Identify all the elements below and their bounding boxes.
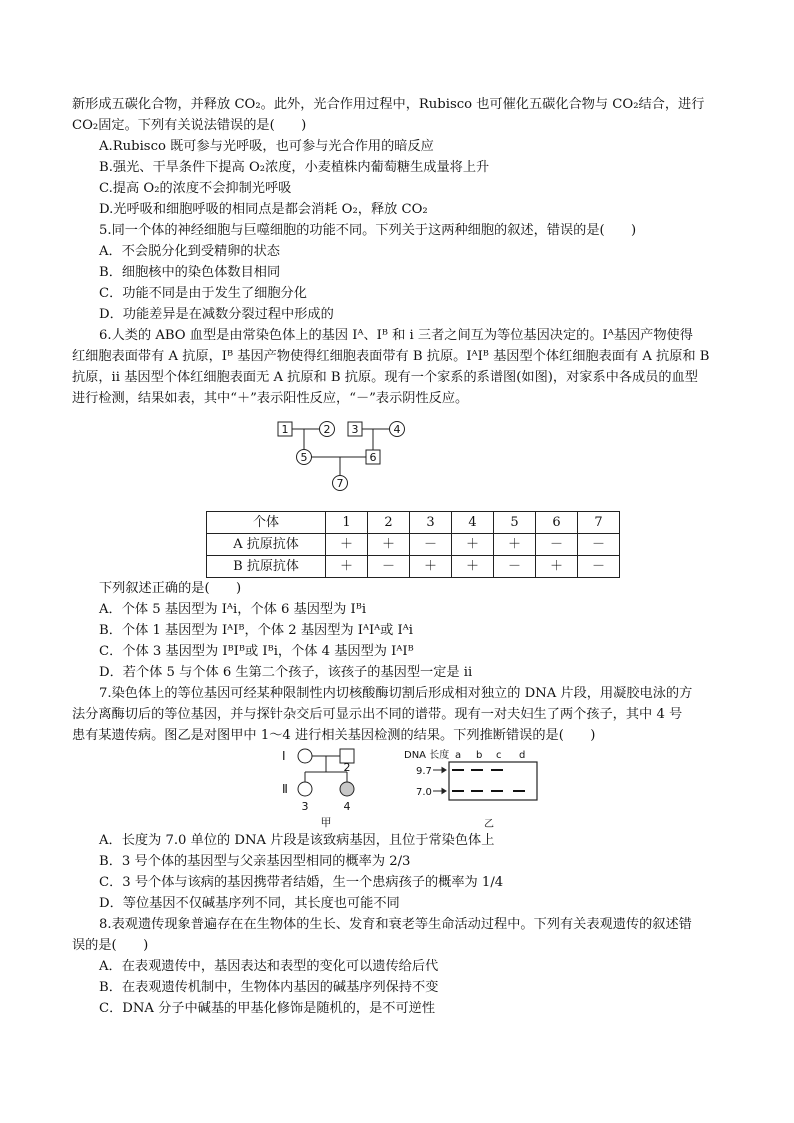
q6-stem-line: 抗原，ii 基因型个体红细胞表面无 A 抗原和 B 抗原。现有一个家系的系谱图(如图)，对家系中各成员的血型 (72, 370, 698, 385)
blood-type-table (206, 511, 620, 578)
table-cell: 2 (368, 512, 410, 534)
size-marker: 9.7 (416, 766, 432, 777)
table-cell: ＋ (494, 534, 536, 556)
table-cell: 4 (452, 512, 494, 534)
pedigree-female-1 (298, 749, 312, 763)
pedigree-label: 1 (281, 423, 289, 436)
lane-label: c (496, 750, 502, 761)
pedigree-female-3 (298, 782, 312, 796)
q6-option-d: D．若个体 5 与个体 6 生第二个孩子，该孩子的基因型一定是 ii (99, 665, 473, 680)
table-cell: － (410, 534, 452, 556)
pedigree-label: 2 (343, 761, 351, 774)
q4-option-b: B.强光、干旱条件下提高 O₂浓度，小麦植株内葡萄糖生成量将上升 (99, 160, 490, 175)
table-cell: 6 (536, 512, 578, 534)
q7-stem-line: 法分离酶切后的等位基因，并与探针杂交后可显示出不同的谱带。现有一对夫妇生了两个孩子，其中 4 号 (72, 707, 683, 722)
q5-option-b: B．细胞核中的染色体数目相同 (99, 265, 281, 280)
table-header-row (207, 512, 620, 534)
intro-line: CO₂固定。下列有关说法错误的是( ) (72, 118, 307, 133)
table-cell: 7 (578, 512, 620, 534)
table-cell: － (536, 534, 578, 556)
q5-option-a: A．不会脱分化到受精卵的状态 (99, 244, 280, 259)
pedigree-label: 7 (336, 477, 344, 490)
table-cell: ＋ (368, 534, 410, 556)
gel-title: DNA 长度 (404, 750, 450, 761)
q5-stem: 5.同一个体的神经细胞与巨噬细胞的功能不同。下列关于这两种细胞的叙述，错误的是( ) (99, 223, 637, 238)
lane-label: a (455, 750, 462, 761)
table-cell: 个体 (207, 512, 326, 534)
q6-stem-line: 红细胞表面带有 A 抗原，Iᴮ 基因产物使得红细胞表面带有 B 抗原。IᴬIᴮ 基因型个体红细胞表面有 A 抗原和 B (72, 349, 710, 364)
table-cell: ＋ (326, 556, 368, 578)
pedigree-label: 3 (351, 423, 359, 436)
pedigree-label: 2 (323, 423, 331, 436)
q4-option-a: A.Rubisco 既可参与光呼吸，也可参与光合作用的暗反应 (99, 139, 434, 154)
pedigree-label: 4 (343, 800, 351, 813)
generation-label: Ⅱ (282, 782, 288, 796)
table-cell: B 抗原抗体 (207, 556, 326, 578)
q7-stem-line: 患有某遗传病。图乙是对图甲中 1～4 进行相关基因检测的结果。下列推断错误的是( ) (72, 728, 596, 743)
q6-option-b: B．个体 1 基因型为 IᴬIᴮ，个体 2 基因型为 IᴬIᴬ或 Iᴬi (99, 623, 413, 638)
size-marker: 7.0 (416, 787, 432, 798)
table-cell: ＋ (410, 556, 452, 578)
table-cell: A 抗原抗体 (207, 534, 326, 556)
table-cell: ＋ (452, 556, 494, 578)
table-cell: 5 (494, 512, 536, 534)
pedigree-label: 4 (393, 423, 401, 436)
lane-label: b (476, 750, 483, 761)
pedigree-figure (274, 417, 434, 503)
pedigree-female-4-affected (340, 782, 354, 796)
table-cell: － (494, 556, 536, 578)
q7-option-d: D．等位基因不仅碱基序列不同，其长度也可能不同 (99, 896, 400, 911)
generation-label: Ⅰ (282, 749, 286, 763)
q8-option-a: A．在表观遗传中，基因表达和表型的变化可以遗传给后代 (99, 959, 439, 974)
q7-stem-line: 7.染色体上的等位基因可经某种限制性内切核酸酶切割后形成相对独立的 DNA 片段，用凝胶电泳的方 (99, 686, 693, 701)
q6-option-c: C．个体 3 基因型为 IᴮIᴮ或 Iᴮi，个体 4 基因型为 IᴬIᴮ (99, 644, 414, 659)
q8-stem-line: 8.表观遗传现象普遍存在在生物体的生长、发育和衰老等生命活动过程中。下列有关表观遗传的叙述错 (99, 917, 692, 932)
q6-stem-line: 进行检测，结果如表，其中“＋”表示阳性反应，“－”表示阴性反应。 (72, 391, 469, 406)
q6-stem-line: 6.人类的 ABO 血型是由常染色体上的基因 Iᴬ、Iᴮ 和 i 三者之间互为等位基因决定的。Iᴬ基因产物使得 (99, 328, 693, 343)
intro-line: 新形成五碳化合物，并释放 CO₂。此外，光合作用过程中，Rubisco 也可催化五碳化合物与 CO₂结合，进行 (72, 97, 705, 112)
q5-option-c: C．功能不同是由于发生了细胞分化 (99, 286, 307, 301)
table-cell: 3 (410, 512, 452, 534)
q5-option-d: D．功能差异是在减数分裂过程中形成的 (99, 307, 334, 322)
table-cell: ＋ (536, 556, 578, 578)
table-row (207, 534, 620, 556)
table-row (207, 556, 620, 578)
q6-question: 下列叙述正确的是( ) (99, 581, 242, 596)
q8-option-c: C．DNA 分子中碱基的甲基化修饰是随机的，是不可逆性 (99, 1001, 436, 1016)
q4-option-d: D.光呼吸和细胞呼吸的相同点是都会消耗 O₂，释放 CO₂ (99, 202, 428, 217)
q7-option-c: C．3 号个体与该病的基因携带者结婚，生一个患病孩子的概率为 1/4 (99, 875, 504, 890)
pedigree-label: 6 (369, 451, 377, 464)
figure-caption: 甲 (320, 816, 332, 829)
q6-option-a: A．个体 5 基因型为 Iᴬi，个体 6 基因型为 Iᴮi (99, 602, 367, 617)
q7-option-b: B．3 号个体的基因型与父亲基因型相同的概率为 2/3 (99, 854, 411, 869)
pedigree-label: 5 (300, 451, 308, 464)
document-page (72, 94, 724, 1019)
q4-option-c: C.提高 O₂的浓度不会抑制光呼吸 (99, 181, 292, 196)
gel-box (449, 762, 537, 800)
table-cell: ＋ (452, 534, 494, 556)
q7-option-a: A．长度为 7.0 单位的 DNA 片段是该致病基因，且位于常染色体上 (99, 833, 495, 848)
lane-label: d (519, 750, 526, 761)
table-cell: 1 (326, 512, 368, 534)
table-cell: － (578, 556, 620, 578)
q8-stem-line: 误的是( ) (72, 938, 149, 953)
q8-option-b: B．在表观遗传机制中，生物体内基因的碱基序列保持不变 (99, 980, 439, 995)
table-cell: ＋ (326, 534, 368, 556)
figure-caption: 乙 (484, 819, 494, 830)
table-cell: － (368, 556, 410, 578)
table-cell: － (578, 534, 620, 556)
q7-figures (208, 748, 628, 830)
pedigree-label: 3 (301, 800, 309, 813)
